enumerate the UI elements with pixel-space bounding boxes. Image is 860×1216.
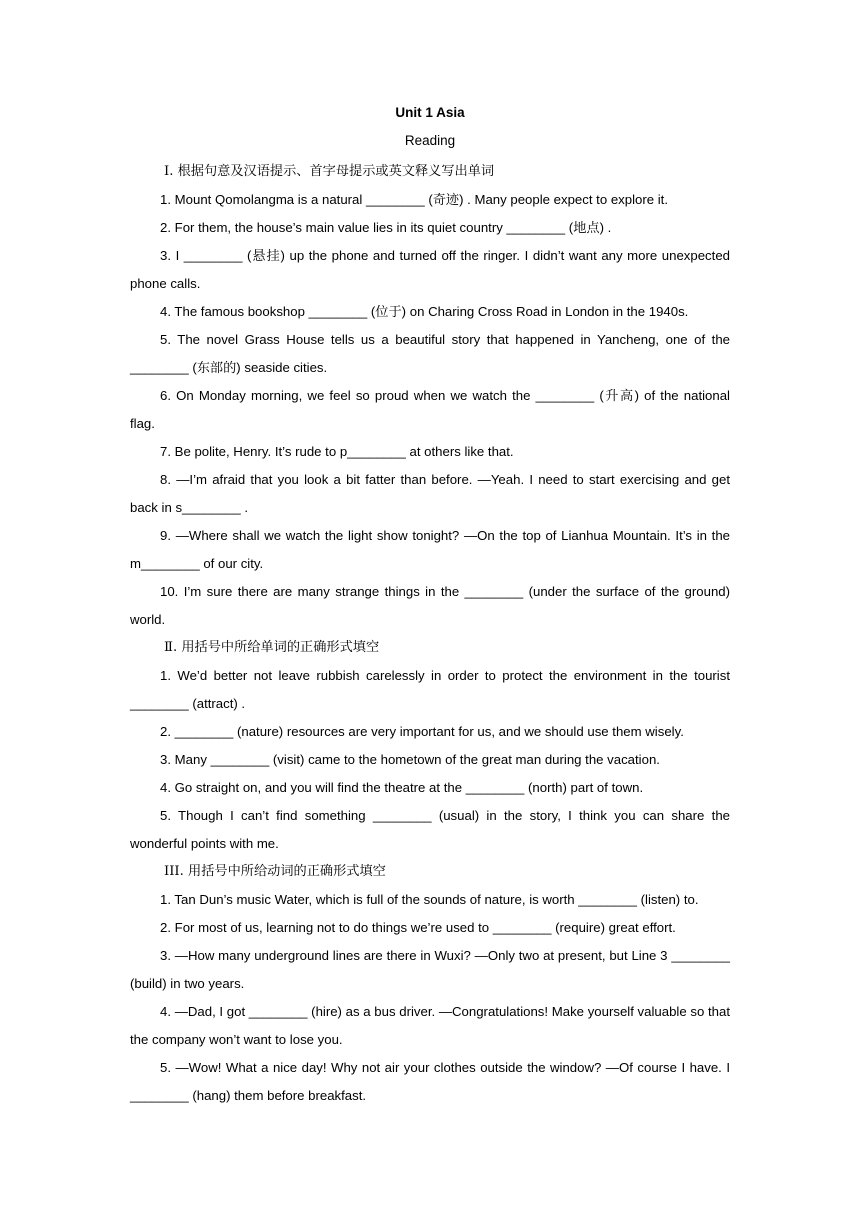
exercise-item: 5. —Wow! What a nice day! Why not air your clothes outside the window? —Of course I have. I ________ (hang) them before breakfast.	[130, 1060, 730, 1103]
exercise-item: 4. —Dad, I got ________ (hire) as a bus driver. —Congratulations! Make yourself valuable so that the company won’t want to lose you.	[130, 1004, 730, 1047]
exercise-item: 8. —I’m afraid that you look a bit fatter than before. —Yeah. I need to start exercising and get back in s________ .	[130, 472, 730, 515]
exercise-item: 5. The novel Grass House tells us a beautiful story that happened in Yancheng, one of the ________ (东部的) seaside cities.	[130, 332, 730, 375]
exercise-item: 4. The famous bookshop ________ (位于) on Charing Cross Road in London in the 1940s.	[160, 304, 689, 319]
section-heading-1: Ⅰ. 根据句意及汉语提示、首字母提示或英文释义写出单词	[164, 164, 495, 179]
exercise-item: 1. Tan Dun’s music Water, which is full of the sounds of nature, is worth ________ (listen) to.	[160, 892, 699, 907]
exercise-item: 1. Mount Qomolangma is a natural ________ (奇迹) . Many people expect to explore it.	[160, 192, 668, 207]
exercise-item: 3. —How many underground lines are there in Wuxi? —Only two at present, but Line 3 ________ (build) in two years.	[130, 948, 730, 991]
exercise-item: 3. I ________ (悬挂) up the phone and turned off the ringer. I didn’t want any more unexpected phone calls.	[130, 248, 730, 291]
exercise-item: 5. Though I can’t find something ________ (usual) in the story, I think you can share the wonderful points with me.	[130, 808, 730, 851]
section-heading-3: III. 用括号中所给动词的正确形式填空	[164, 864, 386, 879]
exercise-item: 1. We’d better not leave rubbish carelessly in order to protect the environment in the tourist ________ (attract) .	[130, 668, 730, 711]
exercise-item: 4. Go straight on, and you will find the theatre at the ________ (north) part of town.	[160, 780, 644, 795]
exercise-item: 2. For most of us, learning not to do things we’re used to ________ (require) great effort.	[160, 920, 676, 935]
page-title: Unit 1 Asia	[395, 105, 465, 120]
page-subtitle: Reading	[404, 133, 456, 148]
exercise-item: 2. ________ (nature) resources are very important for us, and we should use them wisely.	[160, 724, 684, 739]
exercise-item: 6. On Monday morning, we feel so proud when we watch the ________ (升高) of the national flag.	[130, 388, 730, 431]
exercise-item: 3. Many ________ (visit) came to the hometown of the great man during the vacation.	[160, 752, 660, 767]
section-heading-2: Ⅱ. 用括号中所给单词的正确形式填空	[164, 640, 380, 655]
exercise-item: 2. For them, the house’s main value lies in its quiet country ________ (地点) .	[160, 220, 612, 235]
exercise-item: 10. I’m sure there are many strange things in the ________ (under the surface of the ground) world.	[130, 584, 730, 627]
exercise-item: 9. —Where shall we watch the light show tonight? —On the top of Lianhua Mountain. It’s in the m________ of our city.	[130, 528, 730, 571]
exercise-content	[130, 158, 730, 1110]
exercise-item: 7. Be polite, Henry. It’s rude to p________ at others like that.	[160, 444, 514, 459]
